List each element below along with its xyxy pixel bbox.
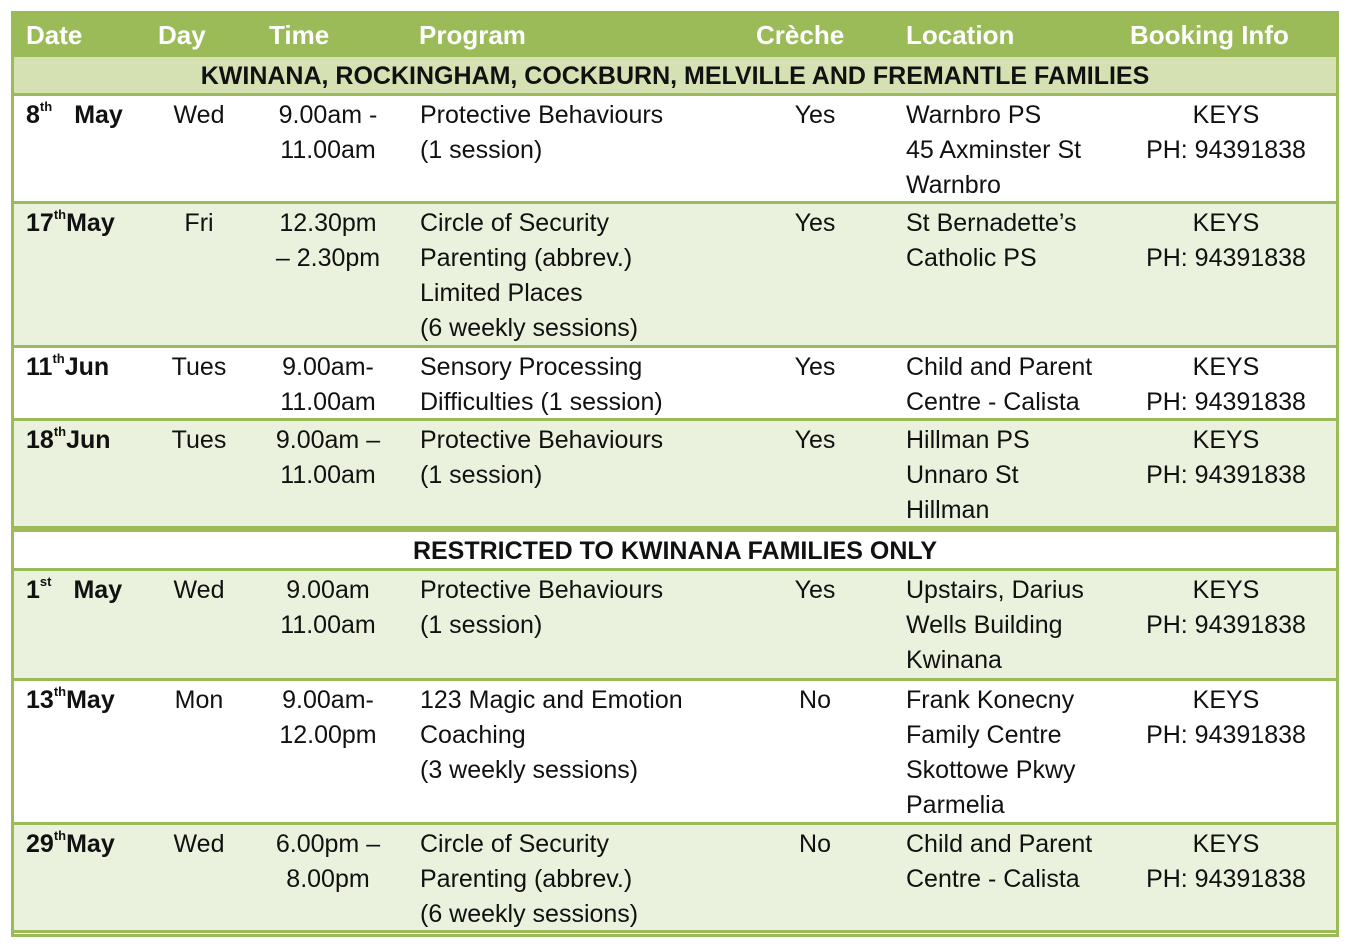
day-cell: Tues [171, 426, 227, 454]
booking-line: PH: 94391838 [1146, 136, 1306, 164]
booking-line: KEYS [1192, 353, 1260, 381]
booking-cell [1126, 206, 1326, 276]
day-cell: Wed [173, 101, 225, 129]
booking-line: KEYS [1192, 209, 1260, 237]
creche-cell: Yes [794, 576, 836, 604]
location-line: 45 Axminster St [906, 136, 1082, 164]
location-cell [906, 683, 1136, 823]
location-line: St Bernadette’s [906, 209, 1077, 237]
date-ordinal-suffix: st [39, 574, 52, 589]
date-month: Jun [64, 353, 110, 381]
program-line: (1 session) [420, 136, 543, 164]
booking-line: KEYS [1192, 576, 1260, 604]
table-row [14, 348, 1336, 421]
time-cell [262, 98, 394, 168]
booking-line: KEYS [1192, 830, 1260, 858]
date-ordinal-suffix: th [53, 207, 67, 222]
location-line: Upstairs, Darius [906, 576, 1084, 604]
header-booking: Booking Info [1130, 20, 1289, 50]
table-row [14, 571, 1336, 681]
program-line: Protective Behaviours [420, 101, 664, 129]
date-ordinal-suffix: th [53, 684, 67, 699]
time-line: 6.00pm – [275, 830, 381, 858]
location-line: Warnbro PS [906, 101, 1042, 129]
date-cell [26, 827, 156, 862]
booking-line: PH: 94391838 [1146, 611, 1306, 639]
location-line: Catholic PS [906, 244, 1037, 272]
date-day-number: 17 [26, 209, 54, 237]
date-ordinal-suffix: th [53, 424, 67, 439]
program-line: (6 weekly sessions) [420, 314, 639, 342]
booking-line: PH: 94391838 [1146, 461, 1306, 489]
time-cell [262, 683, 394, 753]
program-cell [420, 206, 760, 346]
day-cell: Wed [173, 576, 225, 604]
location-line: Parmelia [906, 791, 1005, 819]
program-line: Parenting (abbrev.) [420, 244, 633, 272]
location-cell [906, 573, 1136, 678]
date-cell [26, 573, 156, 608]
time-line: 9.00am [286, 576, 370, 604]
date-day-number: 1 [26, 576, 40, 604]
program-line: Protective Behaviours [420, 576, 664, 604]
program-cell [420, 423, 760, 493]
time-line: 11.00am [280, 611, 376, 639]
creche-cell: Yes [794, 101, 836, 129]
section-title: RESTRICTED TO KWINANA FAMILIES ONLY [412, 537, 938, 565]
header-time: Time [269, 20, 330, 50]
location-line: Centre - Calista [906, 865, 1080, 893]
program-line: Circle of Security [420, 209, 609, 237]
location-line: Skottowe Pkwy [906, 756, 1076, 784]
date-cell [26, 98, 156, 133]
time-line: 12.00pm [279, 721, 377, 749]
date-month: May [66, 686, 115, 714]
date-cell [26, 423, 156, 458]
time-line: 9.00am- [282, 686, 374, 714]
location-cell [906, 206, 1136, 276]
header-date: Date [26, 20, 83, 50]
program-cell [420, 98, 760, 168]
time-line: 11.00am [280, 461, 376, 489]
booking-line: PH: 94391838 [1146, 721, 1306, 749]
location-line: Wells Building [906, 611, 1063, 639]
date-day-number: 29 [26, 830, 54, 858]
table-row [14, 681, 1336, 825]
table-row [14, 825, 1336, 933]
location-line: Child and Parent [906, 830, 1093, 858]
program-line: Sensory Processing [420, 353, 643, 381]
section-title: KWINANA, ROCKINGHAM, COCKBURN, MELVILLE AND FREMANTLE FAMILIES [200, 62, 1150, 90]
creche-cell: Yes [794, 353, 836, 381]
table-row [14, 204, 1336, 348]
booking-cell [1126, 573, 1326, 643]
booking-cell [1126, 350, 1326, 420]
time-line: 9.00am – [275, 426, 381, 454]
date-ordinal-suffix: th [53, 828, 67, 843]
program-cell [420, 573, 760, 643]
date-ordinal-suffix: th [39, 99, 53, 114]
location-line: Hillman PS [906, 426, 1030, 454]
time-line: 8.00pm [286, 865, 370, 893]
date-cell [26, 683, 156, 718]
date-day-number: 18 [26, 426, 54, 454]
booking-cell [1126, 98, 1326, 168]
program-line: (1 session) [420, 461, 543, 489]
day-cell: Fri [184, 209, 214, 237]
location-line: Kwinana [906, 646, 1002, 674]
location-line: Centre - Calista [906, 388, 1080, 416]
creche-cell: No [799, 686, 831, 714]
table-header [14, 14, 1336, 54]
day-cell: Tues [171, 353, 227, 381]
section-heading [14, 54, 1336, 96]
program-cell [420, 350, 760, 420]
date-cell [26, 350, 156, 385]
program-line: Circle of Security [420, 830, 609, 858]
time-line: 9.00am- [282, 353, 374, 381]
date-month: May [74, 101, 123, 129]
location-line: Warnbro [906, 171, 1001, 199]
booking-line: KEYS [1192, 686, 1260, 714]
location-line: Child and Parent [906, 353, 1093, 381]
program-line: Protective Behaviours [420, 426, 664, 454]
program-cell [420, 827, 760, 932]
time-cell [262, 827, 394, 897]
time-line: 11.00am [280, 388, 376, 416]
date-day-number: 11 [26, 353, 53, 381]
booking-line: KEYS [1192, 426, 1260, 454]
program-line: Coaching [420, 721, 526, 749]
time-cell [262, 423, 394, 493]
location-line: Family Centre [906, 721, 1062, 749]
day-cell: Mon [174, 686, 224, 714]
creche-cell: Yes [794, 209, 836, 237]
date-month: May [66, 209, 115, 237]
booking-line: KEYS [1192, 101, 1260, 129]
time-line: 11.00am [280, 136, 376, 164]
date-day-number: 13 [26, 686, 54, 714]
date-ordinal-suffix: th [52, 351, 65, 366]
day-cell: Wed [173, 830, 225, 858]
header-location: Location [906, 20, 1015, 50]
date-month: May [66, 830, 115, 858]
program-line: 123 Magic and Emotion [420, 686, 683, 714]
time-cell [262, 573, 394, 643]
location-line: Hillman [906, 496, 990, 524]
header-day: Day [158, 20, 206, 50]
creche-cell: Yes [794, 426, 836, 454]
header-creche: Crèche [756, 20, 845, 50]
program-line: (6 weekly sessions) [420, 900, 639, 928]
table-row [14, 421, 1336, 529]
header-program: Program [419, 20, 526, 50]
location-cell [906, 827, 1136, 897]
date-month: May [73, 576, 123, 604]
time-cell [262, 206, 394, 276]
program-line: Difficulties (1 session) [420, 388, 663, 416]
time-line: – 2.30pm [275, 244, 381, 272]
location-cell [906, 350, 1136, 420]
table-row [14, 96, 1336, 204]
program-line: (1 session) [420, 611, 543, 639]
creche-cell: No [799, 830, 831, 858]
booking-line: PH: 94391838 [1146, 244, 1306, 272]
time-line: 12.30pm [279, 209, 377, 237]
booking-line: PH: 94391838 [1146, 388, 1306, 416]
program-cell [420, 683, 760, 788]
program-line: Limited Places [420, 279, 583, 307]
date-day-number: 8 [26, 101, 40, 129]
location-cell [906, 98, 1136, 203]
booking-cell [1126, 423, 1326, 493]
time-cell [262, 350, 394, 420]
booking-cell [1126, 827, 1326, 897]
location-line: Frank Konecny [906, 686, 1075, 714]
program-line: (3 weekly sessions) [420, 756, 639, 784]
date-month: Jun [66, 426, 111, 454]
booking-line: PH: 94391838 [1146, 865, 1306, 893]
section-heading [14, 529, 1336, 571]
location-line: Unnaro St [906, 461, 1019, 489]
booking-cell [1126, 683, 1326, 753]
date-cell [26, 206, 156, 241]
location-cell [906, 423, 1136, 528]
program-line: Parenting (abbrev.) [420, 865, 633, 893]
time-line: 9.00am - [278, 101, 378, 129]
